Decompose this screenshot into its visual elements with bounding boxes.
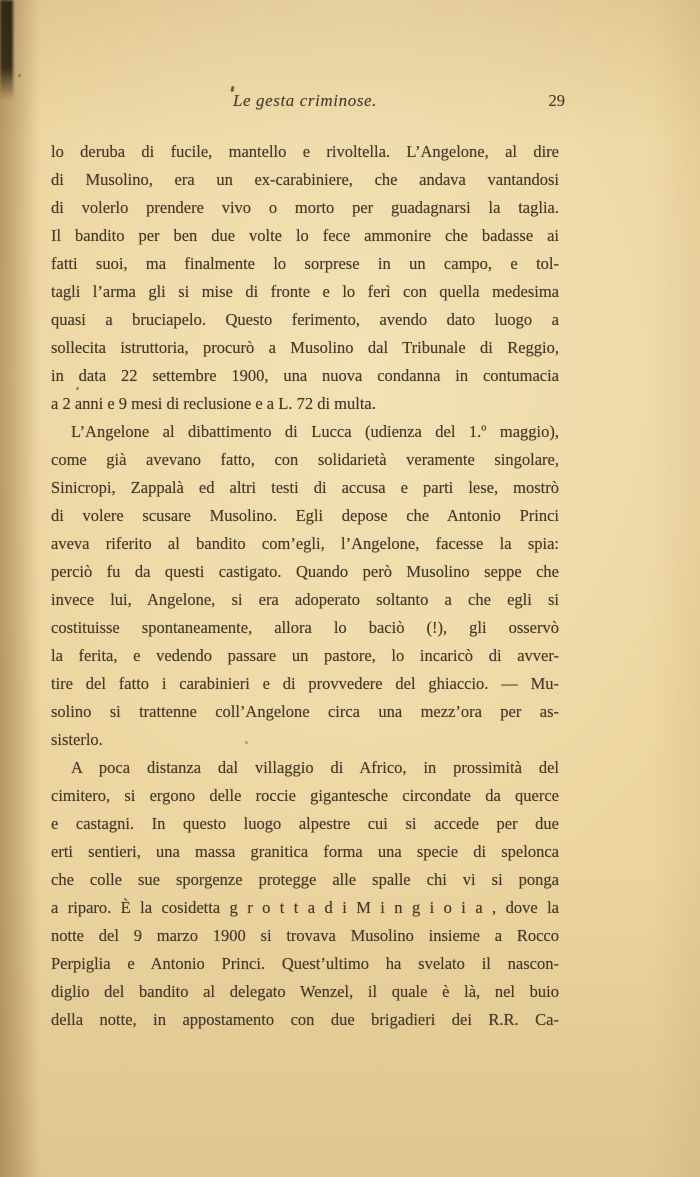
text-line: erti sentieri, una massa granitica forma una specie di spelonca	[51, 842, 559, 861]
text-line: Il bandito per ben due volte lo fece ammonire che badasse ai	[51, 226, 559, 245]
text-line: a riparo. È la cosidetta g r o t t a d i M i n g i o i a , dove la	[51, 898, 559, 917]
text-line: Sinicropi, Zappalà ed altri testi di accusa e parti lese, mostrò	[51, 478, 559, 497]
text-line: perciò fu da questi castigato. Quando però Musolino seppe che	[51, 562, 559, 581]
text-line: la ferita, e vedendo passare un pastore, lo incaricò di avver-	[51, 646, 559, 665]
page-header	[51, 91, 565, 115]
text-line: in data 22 settembre 1900, una nuova condanna in contumacia	[51, 366, 559, 385]
text-line: della notte, in appostamento con due brigadieri dei R.R. Ca-	[51, 1010, 559, 1029]
text-line: tire del fatto i carabinieri e di provvedere del ghiaccio. — Mu-	[51, 674, 559, 693]
text-line: come già avevano fatto, con solidarietà veramente singolare,	[51, 450, 559, 469]
page-number: 29	[548, 91, 565, 110]
scan-speck	[18, 74, 21, 77]
page-edge-shade	[0, 0, 36, 1177]
text-line: di volere scusare Musolino. Egli depose che Antonio Princi	[51, 506, 559, 525]
text-line: di volerlo prendere vivo o morto per guadagnarsi la taglia.	[51, 198, 559, 217]
text-line: tagli l’arma gli si mise di fronte e lo ferì con quella medesima	[51, 282, 559, 301]
text-line: notte del 9 marzo 1900 si trovava Musolino insieme a Rocco	[51, 926, 559, 945]
text-line: e castagni. In questo luogo alpestre cui si accede per due	[51, 814, 559, 833]
text-line: A poca distanza dal villaggio di Africo, in prossimità del	[71, 758, 559, 777]
text-line: aveva riferito al bandito com’egli, l’Angelone, facesse la spia:	[51, 534, 559, 553]
gutter-shadow	[0, 0, 13, 100]
page-text	[51, 138, 559, 1034]
text-line: lo deruba di fucile, mantello e rivoltella. L’Angelone, al dire	[51, 142, 559, 161]
text-line: fatti suoi, ma finalmente lo sorprese in un campo, e tol-	[51, 254, 559, 273]
text-line: sollecita istruttoria, procurò a Musolino dal Tribunale di Reggio,	[51, 338, 559, 357]
text-line: quasi a bruciapelo. Questo ferimento, avendo dato luogo a	[51, 310, 559, 329]
text-line: Perpiglia e Antonio Princi. Quest’ultimo ha svelato il nascon-	[51, 954, 559, 973]
text-line: cimitero, si ergono delle roccie gigantesche circondate da querce	[51, 786, 559, 805]
text-line: costituisse spontaneamente, allora lo baciò (!), gli osservò	[51, 618, 559, 637]
text-line: L’Angelone al dibattimento di Lucca (udienza del 1.º maggio),	[71, 422, 559, 441]
text-line: invece lui, Angelone, si era adoperato soltanto a che egli si	[51, 590, 559, 609]
text-line: diglio del bandito al delegato Wenzel, il quale è là, nel buio	[51, 982, 559, 1001]
text-line: solino si trattenne coll’Angelone circa una mezz’ora per as-	[51, 702, 559, 721]
text-line: che colle sue sporgenze protegge alle spalle chi vi si ponga	[51, 870, 559, 889]
text-line: di Musolino, era un ex-carabiniere, che andava vantandosi	[51, 170, 559, 189]
text-line: a 2 anni e 9 mesi di reclusione e a L. 72 di multa.	[51, 394, 376, 413]
running-title: Le gesta criminose.	[232, 91, 378, 110]
text-line: sisterlo.	[51, 730, 103, 749]
